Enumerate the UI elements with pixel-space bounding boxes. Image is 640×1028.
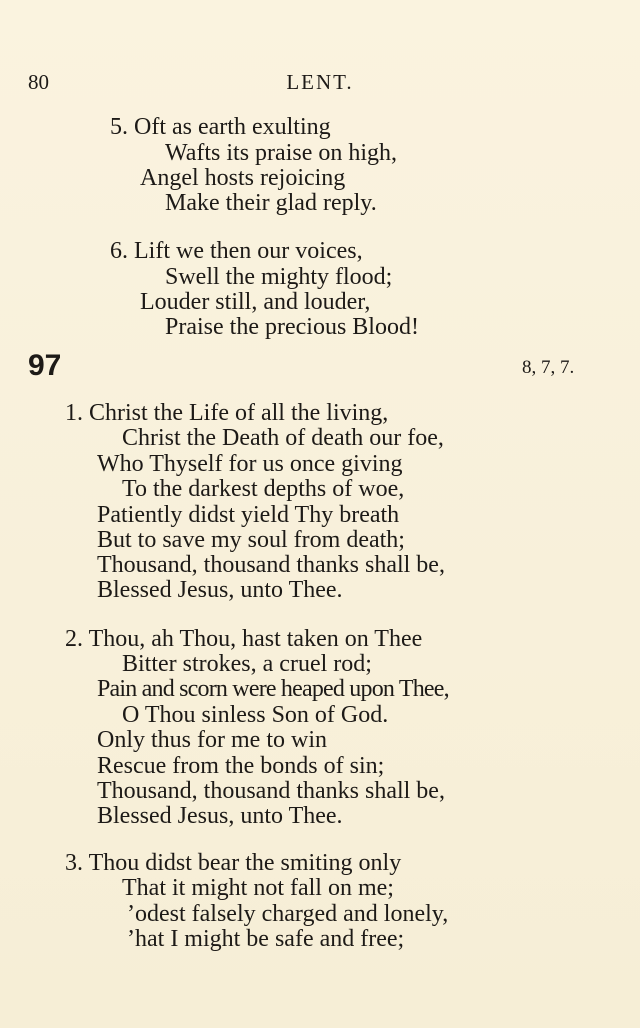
verse-line: Pain and scorn were heaped upon Thee,	[97, 676, 449, 702]
verse-line: Rescue from the bonds of sin;	[97, 753, 385, 779]
running-head	[0, 70, 640, 100]
verse-line: Thousand, thousand thanks shall be,	[97, 778, 445, 804]
verse-line: 6. Lift we then our voices,	[110, 238, 363, 264]
verse-line: Angel hosts rejoicing	[140, 165, 346, 191]
verse-line: Thousand, thousand thanks shall be,	[97, 552, 445, 578]
verse-line: Bitter strokes, a cruel rod;	[122, 651, 372, 677]
verse-line: ’hat I might be safe and free;	[127, 926, 405, 952]
verse-line: 1. Christ the Life of all the living,	[65, 400, 389, 426]
verse-line: That it might not fall on me;	[122, 875, 394, 901]
verse-line: But to save my soul from death;	[97, 527, 405, 553]
verse-line: ’odest falsely charged and lonely,	[127, 901, 449, 927]
verse-line: To the darkest depths of woe,	[122, 476, 405, 502]
verse-line: Swell the mighty flood;	[165, 264, 393, 290]
verse-line: 3. Thou didst bear the smiting only	[65, 850, 402, 876]
verse-line: Louder still, and louder,	[140, 289, 371, 315]
verse-line: Blessed Jesus, unto Thee.	[97, 577, 343, 603]
verse-line: 5. Oft as earth exulting	[110, 114, 331, 140]
page-number: 80	[28, 70, 49, 94]
verse-line: Blessed Jesus, unto Thee.	[97, 803, 343, 829]
section-title: LENT.	[286, 70, 354, 94]
verse-line: Wafts its praise on high,	[165, 140, 398, 166]
verse-line: Only thus for me to win	[97, 727, 327, 753]
verse-line: Christ the Death of death our foe,	[122, 425, 444, 451]
verse-line: O Thou sinless Son of God.	[122, 702, 389, 728]
verse-line: Make their glad reply.	[165, 190, 377, 216]
hymn-meter: 8, 7, 7.	[522, 357, 575, 378]
verse-line: Patiently didst yield Thy breath	[97, 502, 400, 528]
verse-line: 2. Thou, ah Thou, hast taken on Thee	[65, 626, 423, 652]
verse-line: Praise the precious Blood!	[165, 314, 419, 340]
verse-line: Who Thyself for us once giving	[97, 451, 403, 477]
hymn-number: 97	[28, 349, 62, 382]
